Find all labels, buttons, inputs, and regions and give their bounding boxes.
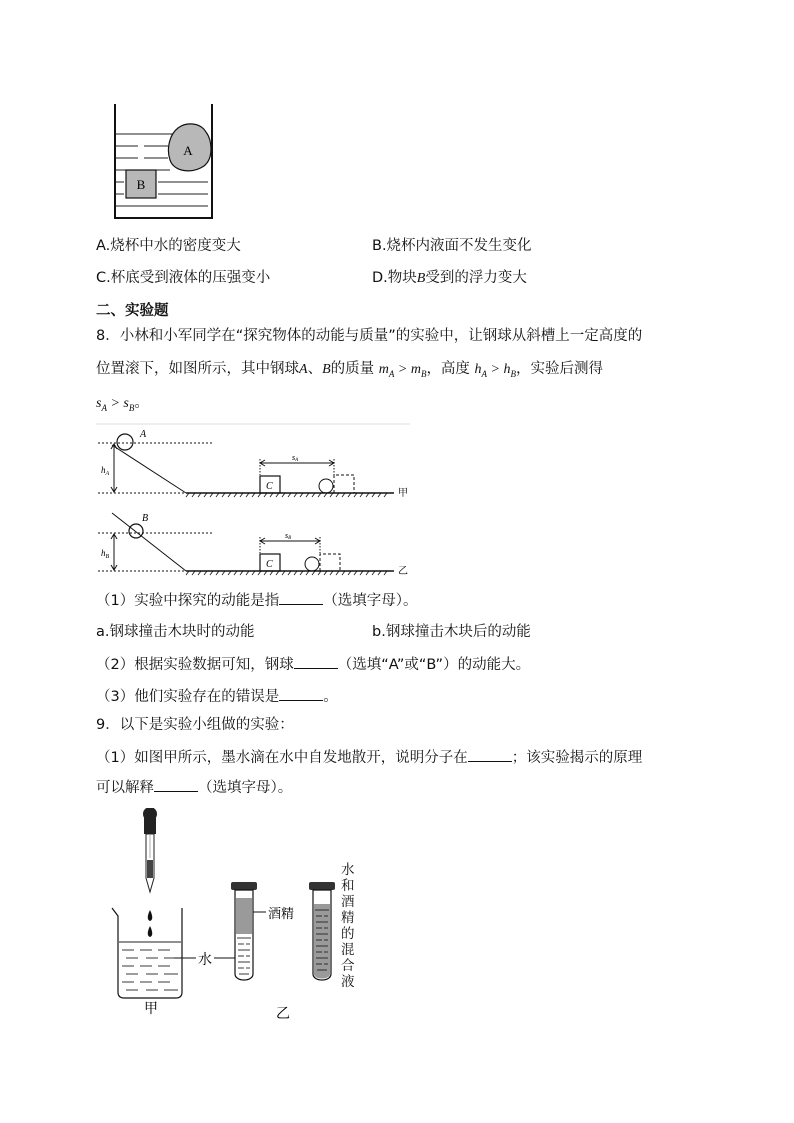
answer-blank[interactable] [154,777,198,792]
q7-option-d: D.物块B受到的浮力变大 [372,270,527,286]
q8-sub-2: （2）根据实验数据可知，钢球 （选填“A”或“B”）的动能大。 [96,654,530,675]
q8-option-b: b.钢球撞击木块后的动能 [372,624,531,640]
ball-a [117,434,133,450]
q8-option-a: a.钢球撞击木块时的动能 [96,624,255,640]
ramp-figure [94,423,416,583]
h-b-label: $h_B$ [101,548,110,560]
ball-a-label: A [140,429,147,440]
caption-jia: 甲 [144,1002,158,1017]
tag-jia-ramp: 甲 [398,488,408,499]
q9-sub-1: （1）如图甲所示，墨水滴在水中自发地散开，说明分子在 ；该实验揭示的原理 [96,747,642,768]
q7-option-c: C.杯底受到液体的压强变小 [96,270,271,286]
s-a-label: sA [292,453,299,463]
block-c-label-top: C [266,481,273,492]
q8-line-2: 位置滚下，如图所示，其中钢球A、B的质量 $m_A > m_B$，高度 $h_A > h_B$，实验后测得 [96,361,603,379]
q8-line-1: 8．小林和小军同学在“探究物体的动能与质量”的实验中，让钢球从斜槽上一定高度的 [96,328,643,344]
object-a-label: A [183,143,193,158]
answer-blank[interactable] [279,686,323,701]
answer-blank[interactable] [279,590,323,605]
q7-option-b: B.烧杯内液面不发生变化 [372,238,532,254]
q8-sub-1: （1）实验中探究的动能是指 （选填字母）。 [96,590,417,611]
section-title: 二、实验题 [96,303,169,319]
q7-option-a: A.烧杯中水的密度变大 [96,238,241,254]
s-b-label: sB [285,531,292,541]
ball-b [129,524,143,538]
mixture-label: 水和酒精的混合液 [341,862,355,990]
beaker-figure [108,100,220,222]
q8-sub-3: （3）他们实验存在的错误是 。 [96,686,338,707]
alcohol-label: 酒精 [268,906,295,921]
ball-b-label: B [142,513,149,524]
dropper [143,808,157,892]
block-c-label-bottom: C [266,559,273,570]
tag-yi-ramp: 乙 [398,566,408,577]
test-tube-layered [231,882,257,980]
object-b-label: B [136,177,146,192]
caption-yi: 乙 [276,1007,290,1022]
answer-blank[interactable] [294,654,338,669]
q9-sub-1-line-2: 可以解释 （选填字母）。 [96,777,292,798]
q9-title: 9．以下是实验小组做的实验： [96,717,294,733]
q8-line-3: $s_A > s_B$。 [96,395,149,413]
h-a-label: $h_A$ [101,465,110,477]
test-tube-mixture [309,882,335,980]
water-label: 水 [198,953,212,968]
diffusion-figure [100,808,370,1024]
answer-blank[interactable] [468,747,512,762]
